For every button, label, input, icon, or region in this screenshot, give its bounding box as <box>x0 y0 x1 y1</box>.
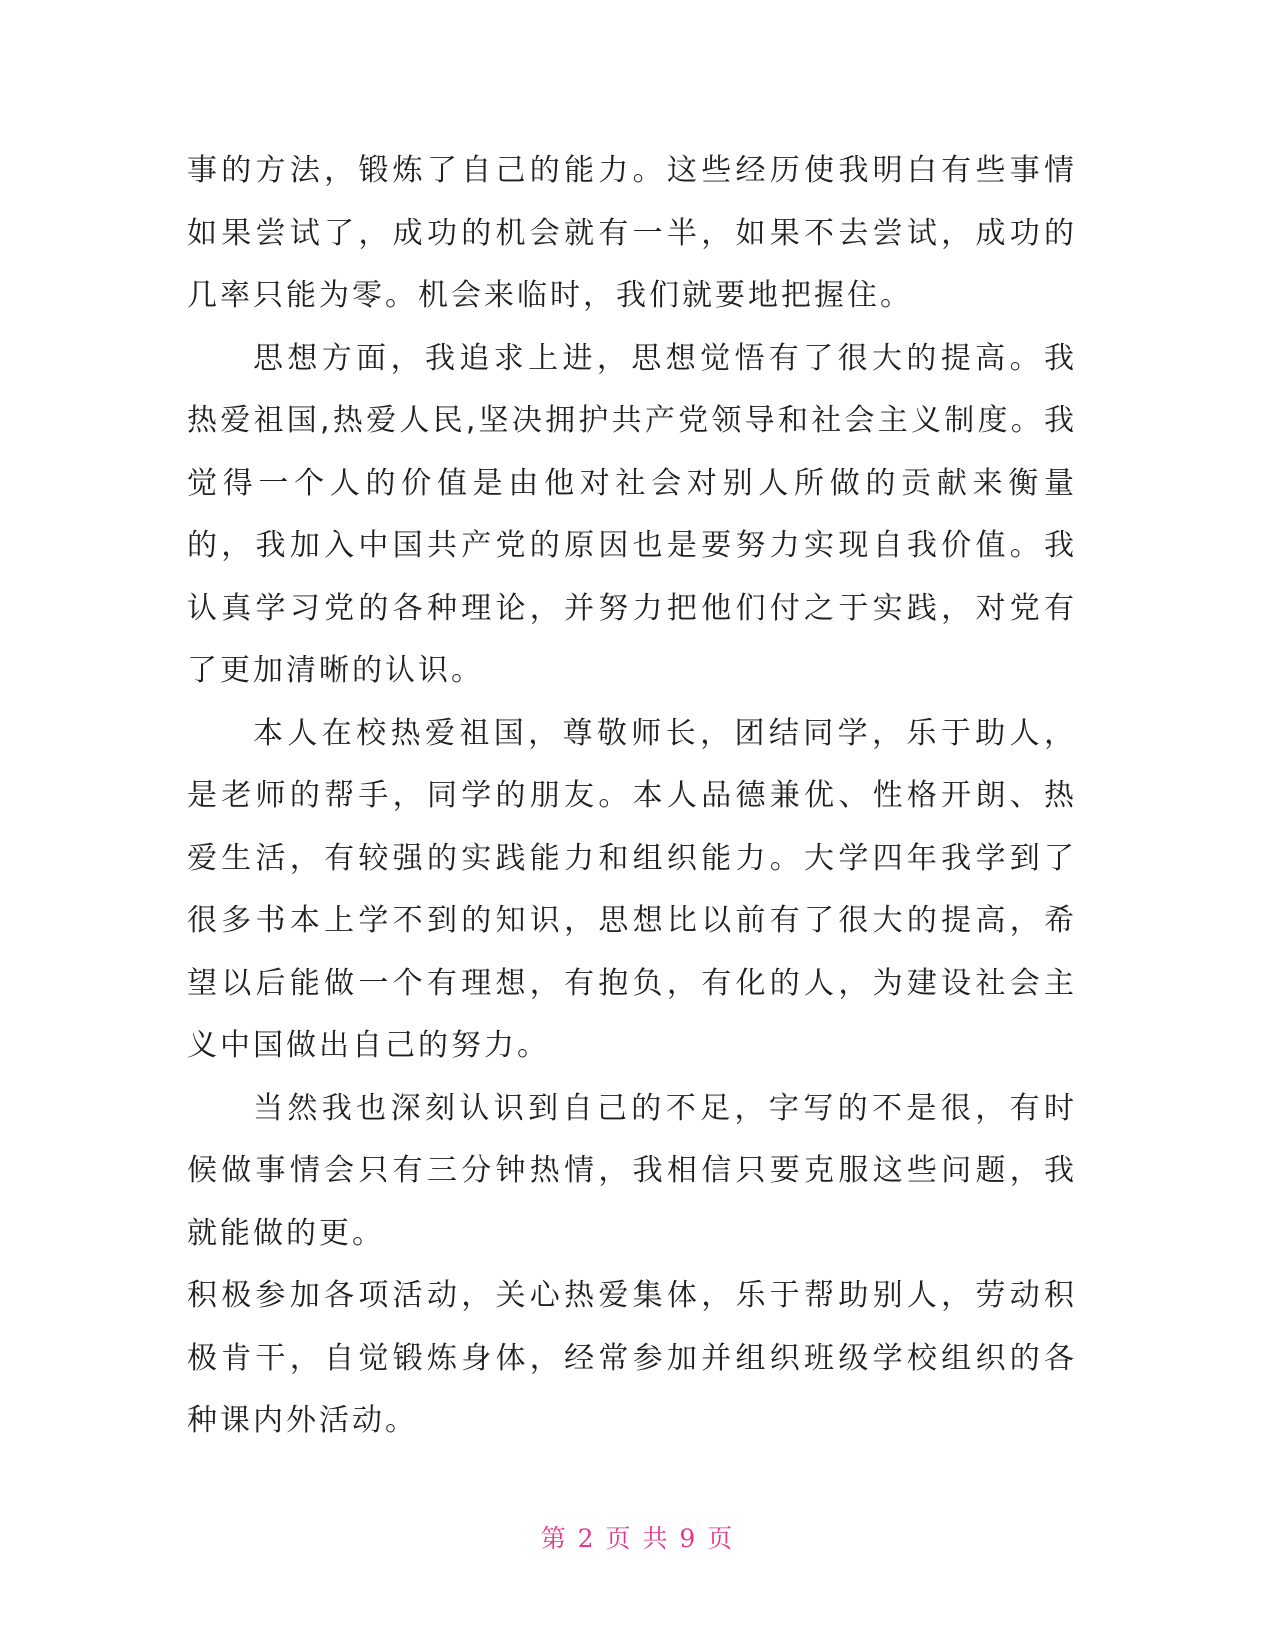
paragraph-ideology: 思想方面，我追求上进，思想觉悟有了很大的提高。我热爱祖国,热爱人民,坚决拥护共产党领导和社会主义制度。我觉得一个人的价值是由他对社会对别人所做的贡献来衡量的，我加入中国共产党的原因也是要努力实现自我价值。我认真学习党的各种理论，并努力把他们付之于实践，对党有了更加清晰的认识。 <box>187 340 1077 688</box>
paragraph-continuation: 事的方法，锻炼了自己的能力。这些经历使我明白有些事情如果尝试了，成功的机会就有一半，如果不去尝试，成功的几率只能为零。机会来临时，我们就要地把握住。 <box>187 153 1077 313</box>
paragraph-activities: 积极参加各项活动，关心热爱集体，乐于帮助别人，劳动积极肯干，自觉锻炼身体，经常参加并组织班级学校组织的各种课内外活动。 <box>187 1278 1077 1438</box>
paragraph-school-conduct: 本人在校热爱祖国，尊敬师长，团结同学，乐于助人，是老师的帮手，同学的朋友。本人品德兼优、性格开朗、热爱生活，有较强的实践能力和组织能力。大学四年我学到了很多书本上学不到的知识，思想比以前有了很大的提高，希望以后能做一个有理想，有抱负，有化的人，为建设社会主义中国做出自己的努力。 <box>187 715 1077 1063</box>
document-body <box>187 140 1077 1453</box>
page-number-footer: 第 2 页 共 9 页 <box>540 1524 735 1553</box>
paragraph-shortcomings: 当然我也深刻认识到自己的不足，字写的不是很，有时候做事情会只有三分钟热情，我相信只要克服这些问题，我就能做的更。 <box>187 1090 1077 1251</box>
